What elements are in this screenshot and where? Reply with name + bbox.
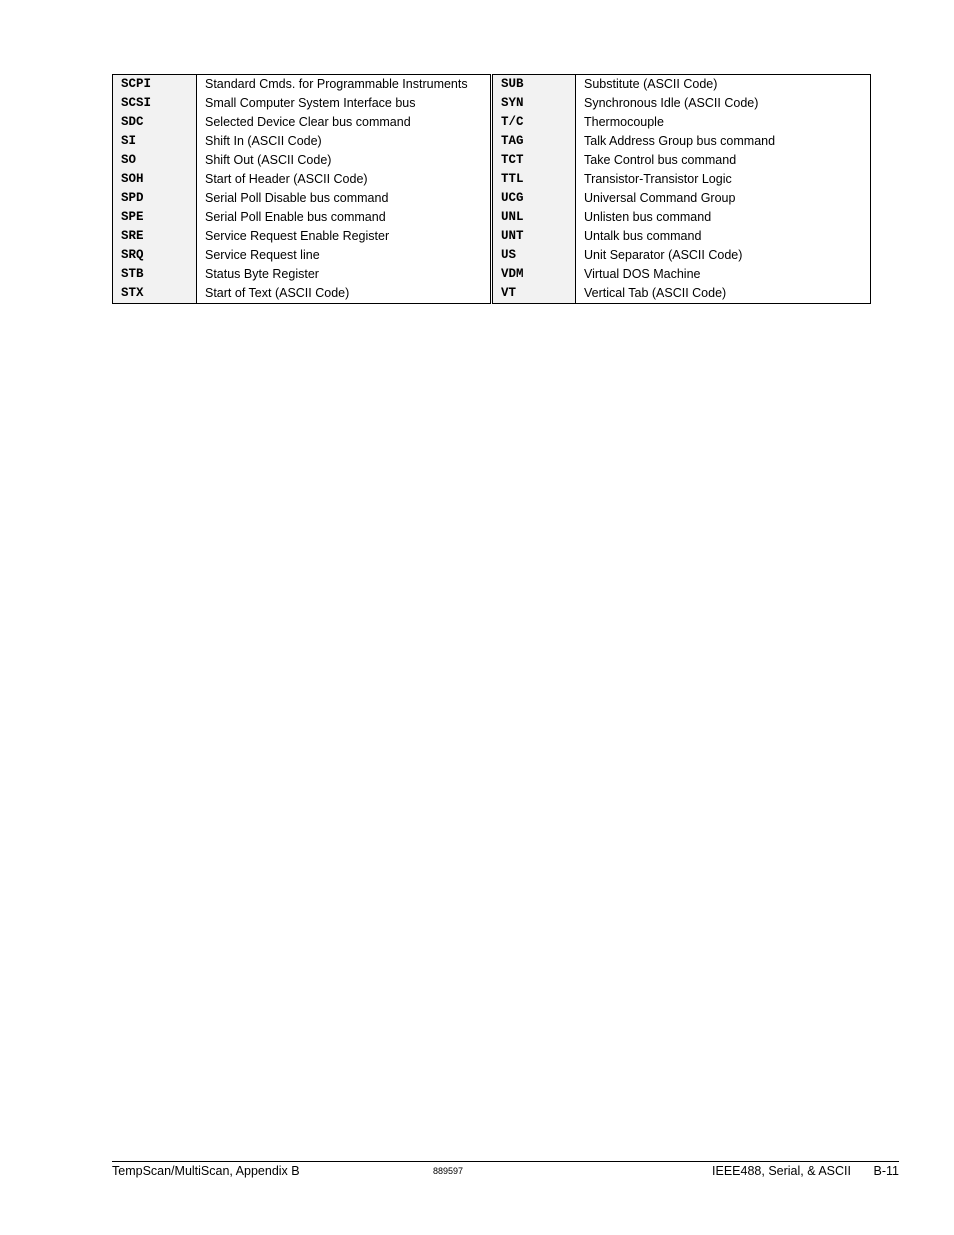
abbreviation-code: SUB — [492, 75, 576, 95]
abbreviation-description: Talk Address Group bus command — [584, 134, 776, 148]
abbreviation-code: SDC — [113, 113, 197, 132]
table-row — [113, 113, 871, 132]
abbreviation-code: STX — [113, 284, 197, 304]
abbreviation-code: US — [492, 246, 576, 265]
abbreviation-description: Serial Poll Enable bus command — [197, 208, 492, 227]
abbreviation-description: Selected Device Clear bus command — [197, 113, 492, 132]
abbreviation-code: T/C — [492, 113, 576, 132]
abbreviation-code: SCSI — [113, 94, 197, 113]
abbreviation-code: SCPI — [113, 75, 197, 95]
abbreviation-code: SRQ — [113, 246, 197, 265]
abbreviation-code: SOH — [113, 170, 197, 189]
abbreviation-code: SPE — [113, 208, 197, 227]
abbreviation-description: Shift Out (ASCII Code) — [197, 151, 492, 170]
abbreviation-code: SO — [113, 151, 197, 170]
abbreviation-description: Service Request line — [197, 246, 492, 265]
table-row — [113, 132, 871, 151]
footer-page-number: B-11 — [873, 1164, 899, 1178]
abbreviation-description: Small Computer System Interface bus — [197, 94, 492, 113]
table-row — [113, 208, 871, 227]
abbreviation-description: Service Request Enable Register — [197, 227, 492, 246]
abbreviation-description: Start of Text (ASCII Code) — [197, 284, 492, 304]
abbreviation-description: Transistor-Transistor Logic — [584, 172, 732, 186]
abbreviation-description: Serial Poll Disable bus command — [197, 189, 492, 208]
footer-document-title: TempScan/MultiScan, Appendix B — [112, 1164, 300, 1178]
abbreviation-code: UCG — [492, 189, 576, 208]
abbreviation-description: Status Byte Register — [197, 265, 492, 284]
abbreviation-code: TAG — [492, 132, 576, 151]
abbreviation-description: Substitute (ASCII Code) — [584, 77, 718, 91]
abbreviations-table — [112, 74, 871, 304]
abbreviation-description: Universal Command Group — [584, 191, 736, 205]
abbreviation-description: Take Control bus command — [584, 153, 737, 167]
abbreviation-description: Virtual DOS Machine — [584, 267, 701, 281]
abbreviation-code: SI — [113, 132, 197, 151]
abbreviation-code: TTL — [492, 170, 576, 189]
abbreviation-code: SPD — [113, 189, 197, 208]
table-row — [113, 170, 871, 189]
table-row — [113, 189, 871, 208]
table-row — [113, 246, 871, 265]
table-row — [113, 284, 871, 304]
abbreviation-description: Unit Separator (ASCII Code) — [584, 248, 743, 262]
abbreviation-code: VT — [492, 284, 576, 304]
abbreviation-description: Synchronous Idle (ASCII Code) — [584, 96, 759, 110]
page-footer — [112, 1161, 899, 1184]
abbreviation-code: SYN — [492, 94, 576, 113]
abbreviation-code: TCT — [492, 151, 576, 170]
abbreviation-description: Start of Header (ASCII Code) — [197, 170, 492, 189]
abbreviations-table-body — [113, 75, 871, 304]
footer-section-title: IEEE488, Serial, & ASCII — [712, 1164, 851, 1178]
abbreviation-description: Standard Cmds. for Programmable Instruments — [197, 75, 492, 95]
abbreviation-description: Unlisten bus command — [584, 210, 712, 224]
abbreviation-description: Shift In (ASCII Code) — [197, 132, 492, 151]
footer-document-number: 889597 — [433, 1166, 464, 1176]
table-row — [113, 94, 871, 113]
abbreviation-code: SRE — [113, 227, 197, 246]
abbreviation-description: Untalk bus command — [584, 229, 702, 243]
table-row — [113, 265, 871, 284]
table-row — [113, 227, 871, 246]
abbreviation-code: UNL — [492, 208, 576, 227]
abbreviation-code: STB — [113, 265, 197, 284]
table-row — [113, 151, 871, 170]
abbreviation-code: UNT — [492, 227, 576, 246]
abbreviation-description: Vertical Tab (ASCII Code) — [584, 286, 727, 300]
abbreviation-description: Thermocouple — [584, 115, 664, 129]
table-row — [113, 75, 871, 95]
abbreviation-code: VDM — [492, 265, 576, 284]
